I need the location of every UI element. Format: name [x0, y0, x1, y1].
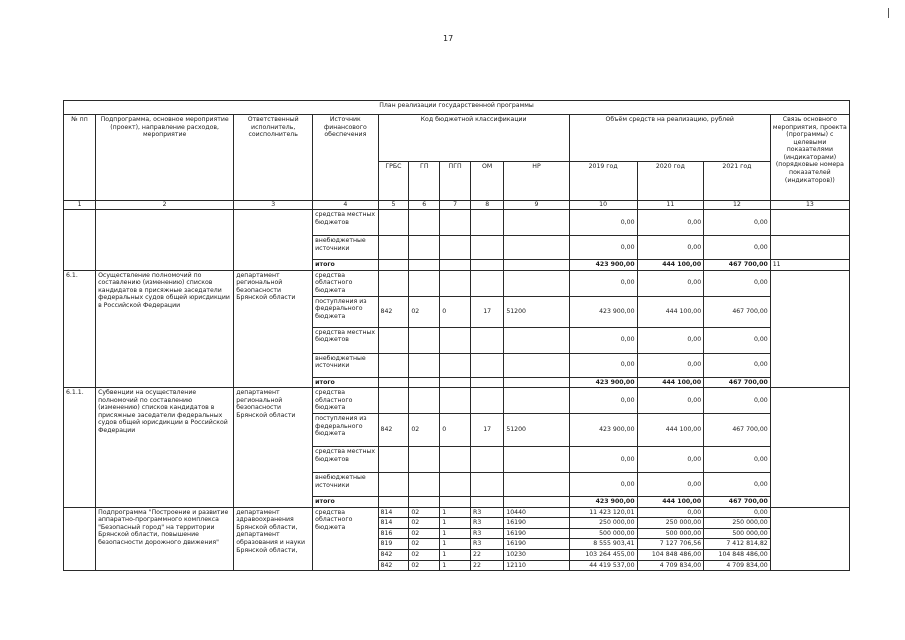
code-om: R3: [471, 507, 504, 518]
header-nr: НР: [504, 162, 569, 201]
total-2019: 423 900,00: [569, 377, 637, 388]
total-2021: 467 700,00: [704, 497, 771, 508]
value-2021: 0,00: [704, 473, 771, 497]
code-nr: 16190: [504, 528, 569, 539]
code-gp: 02: [409, 539, 440, 550]
value-2021: 4 709 834,00: [704, 560, 771, 571]
row-number: 6.1.1.: [64, 388, 96, 508]
total-2020: 444 100,00: [637, 497, 704, 508]
total-2021: 467 700,00: [704, 377, 771, 388]
total-2019: 423 900,00: [569, 497, 637, 508]
source-federal: поступления из федерального бюджета: [313, 296, 378, 327]
col-number: 11: [637, 201, 704, 210]
value-2019: 0,00: [569, 473, 637, 497]
header-budget-code: Код бюджетной классификации: [378, 115, 569, 162]
value-2019: 250 000,00: [569, 518, 637, 529]
value-2021: 0,00: [704, 388, 771, 414]
value-2020: 500 000,00: [637, 528, 704, 539]
program-plan-table: [63, 100, 850, 571]
code-nr: 51200: [504, 414, 569, 447]
header-volume: Объём средств на реализацию, рублей: [569, 115, 770, 162]
value-2021: 0,00: [704, 507, 771, 518]
col-number: 4: [313, 201, 378, 210]
value-2021: 104 848 486,00: [704, 549, 771, 560]
code-grbs: 842: [378, 549, 409, 560]
value-2020: 104 848 486,00: [637, 549, 704, 560]
value-2020: 0,00: [637, 270, 704, 296]
value-2020: 0,00: [637, 388, 704, 414]
header-num: № пп: [64, 115, 96, 201]
source-regional: средства областного бюджета: [313, 388, 378, 414]
code-nr: 51200: [504, 296, 569, 327]
code-om: 17: [471, 414, 504, 447]
code-om: R3: [471, 528, 504, 539]
code-pgp: 0: [440, 296, 471, 327]
value-2021: 0,00: [704, 447, 771, 473]
value-2020: 0,00: [637, 236, 704, 260]
code-pgp: 0: [440, 414, 471, 447]
code-grbs: 842: [378, 296, 409, 327]
measure-name: Субвенции на осуществление полномочий по составлению (изменению) списков кандидатов в присяжные заседатели федеральных судов общей юрисдикции в Российской Федерации: [96, 388, 234, 508]
source-extra: внебюджетные источники: [313, 353, 378, 377]
col-number: 8: [471, 201, 504, 210]
header-2021: 2021 год: [704, 162, 771, 201]
header-2019: 2019 год: [569, 162, 637, 201]
value-2021: 0,00: [704, 210, 771, 236]
code-nr: 10230: [504, 549, 569, 560]
value-2021: 467 700,00: [704, 414, 771, 447]
code-om: R3: [471, 539, 504, 550]
code-gp: 02: [409, 518, 440, 529]
code-om: R3: [471, 518, 504, 529]
source-total: итого: [313, 377, 378, 388]
value-2020: 444 100,00: [637, 414, 704, 447]
total-2020: 444 100,00: [637, 260, 704, 271]
code-pgp: 1: [440, 528, 471, 539]
value-2021: 467 700,00: [704, 296, 771, 327]
col-number: 3: [234, 201, 313, 210]
table-title: План реализации государственной программы: [64, 101, 850, 115]
code-nr: 16190: [504, 539, 569, 550]
header-om: ОМ: [471, 162, 504, 201]
value-2020: 0,00: [637, 353, 704, 377]
header-responsible: Ответственный исполнитель, соисполнитель: [234, 115, 313, 201]
col-number: 9: [504, 201, 569, 210]
value-2020: 7 127 706,56: [637, 539, 704, 550]
col-number: 6: [409, 201, 440, 210]
header-2020: 2020 год: [637, 162, 704, 201]
scan-edge-mark: [888, 8, 889, 18]
value-2021: 500 000,00: [704, 528, 771, 539]
responsible: департамент региональной безопасности Брянской области: [234, 270, 313, 388]
responsible: департамент региональной безопасности Брянской области: [234, 388, 313, 508]
header-link: Связь основного мероприятия, проекта (программы) с целевыми показателями (индикаторами) (порядковые номера показателей (индикаторов)): [770, 115, 849, 201]
code-gp: 02: [409, 414, 440, 447]
value-2020: 0,00: [637, 507, 704, 518]
code-gp: 02: [409, 296, 440, 327]
value-2020: 0,00: [637, 473, 704, 497]
code-grbs: 842: [378, 414, 409, 447]
code-grbs: 842: [378, 560, 409, 571]
source-total: итого: [313, 497, 378, 508]
value-2021: 0,00: [704, 353, 771, 377]
value-2019: 8 555 903,41: [569, 539, 637, 550]
value-2021: 7 412 814,82: [704, 539, 771, 550]
header-gp: ГП: [409, 162, 440, 201]
code-grbs: 814: [378, 518, 409, 529]
value-2020: 0,00: [637, 327, 704, 353]
code-gp: 02: [409, 507, 440, 518]
value-2020: 0,00: [637, 210, 704, 236]
code-gp: 02: [409, 528, 440, 539]
measure-name: Осуществление полномочий по составлению (изменению) списков кандидатов в присяжные заседатели федеральных судов общей юрисдикции в Российской Федерации: [96, 270, 234, 388]
source-regional: средства областного бюджета: [313, 507, 378, 570]
source-extra: внебюджетные источники: [313, 236, 378, 260]
header-source: Источник финансового обеспечения: [313, 115, 378, 201]
value-2019: 0,00: [569, 210, 637, 236]
code-grbs: 814: [378, 507, 409, 518]
total-2019: 423 900,00: [569, 260, 637, 271]
value-2019: 44 419 537,00: [569, 560, 637, 571]
cell-empty: [96, 210, 234, 271]
value-2019: 0,00: [569, 236, 637, 260]
page-number: 17: [443, 34, 454, 43]
value-2019: 0,00: [569, 353, 637, 377]
col-number: 10: [569, 201, 637, 210]
source-regional: средства областного бюджета: [313, 270, 378, 296]
total-2021: 467 700,00: [704, 260, 771, 271]
code-gp: 02: [409, 549, 440, 560]
source-total: итого: [313, 260, 378, 271]
code-pgp: 1: [440, 539, 471, 550]
code-om: 22: [471, 549, 504, 560]
col-number: 5: [378, 201, 409, 210]
value-2019: 0,00: [569, 447, 637, 473]
source-federal: поступления из федерального бюджета: [313, 414, 378, 447]
value-2019: 0,00: [569, 388, 637, 414]
value-2021: 0,00: [704, 270, 771, 296]
value-2020: 250 000,00: [637, 518, 704, 529]
code-pgp: 1: [440, 518, 471, 529]
row-number: 6.1.: [64, 270, 96, 388]
value-2019: 0,00: [569, 270, 637, 296]
code-om: 17: [471, 296, 504, 327]
source-local: средства местных бюджетов: [313, 327, 378, 353]
code-grbs: 819: [378, 539, 409, 550]
cell-empty: [234, 210, 313, 271]
total-2020: 444 100,00: [637, 377, 704, 388]
value-2019: 423 900,00: [569, 296, 637, 327]
col-number: 1: [64, 201, 96, 210]
code-om: 22: [471, 560, 504, 571]
value-2019: 11 423 120,01: [569, 507, 637, 518]
responsible: департамент здравоохранения Брянской области, департамент образования и науки Брянской области,: [234, 507, 313, 570]
code-gp: 02: [409, 560, 440, 571]
link-indicator: 11: [770, 260, 849, 271]
value-2020: 0,00: [637, 447, 704, 473]
value-2020: 4 709 834,00: [637, 560, 704, 571]
value-2019: 103 264 455,00: [569, 549, 637, 560]
value-2021: 250 000,00: [704, 518, 771, 529]
header-pgp: ПГП: [440, 162, 471, 201]
col-number: 2: [96, 201, 234, 210]
value-2019: 423 900,00: [569, 414, 637, 447]
code-nr: 16190: [504, 518, 569, 529]
code-grbs: 816: [378, 528, 409, 539]
col-number: 13: [770, 201, 849, 210]
source-local: средства местных бюджетов: [313, 210, 378, 236]
code-pgp: 1: [440, 549, 471, 560]
header-grbs: ГРБС: [378, 162, 409, 201]
value-2021: 0,00: [704, 327, 771, 353]
value-2019: 0,00: [569, 327, 637, 353]
code-pgp: 1: [440, 507, 471, 518]
header-subprogram: Подпрограмма, основное мероприятие (проект), направление расходов, мероприятие: [96, 115, 234, 201]
code-nr: 10440: [504, 507, 569, 518]
cell-empty: [64, 507, 96, 570]
cell-empty: [64, 210, 96, 271]
col-number: 12: [704, 201, 771, 210]
col-number: 7: [440, 201, 471, 210]
value-2021: 0,00: [704, 236, 771, 260]
code-pgp: 1: [440, 560, 471, 571]
code-nr: 12110: [504, 560, 569, 571]
value-2019: 500 000,00: [569, 528, 637, 539]
value-2020: 444 100,00: [637, 296, 704, 327]
subprogram-name: Подпрограмма "Построение и развитие аппаратно-программного комплекса "Безопасный город" на территории Брянской области, повышение безопасности дорожного движения": [96, 507, 234, 570]
source-extra: внебюджетные источники: [313, 473, 378, 497]
source-local: средства местных бюджетов: [313, 447, 378, 473]
